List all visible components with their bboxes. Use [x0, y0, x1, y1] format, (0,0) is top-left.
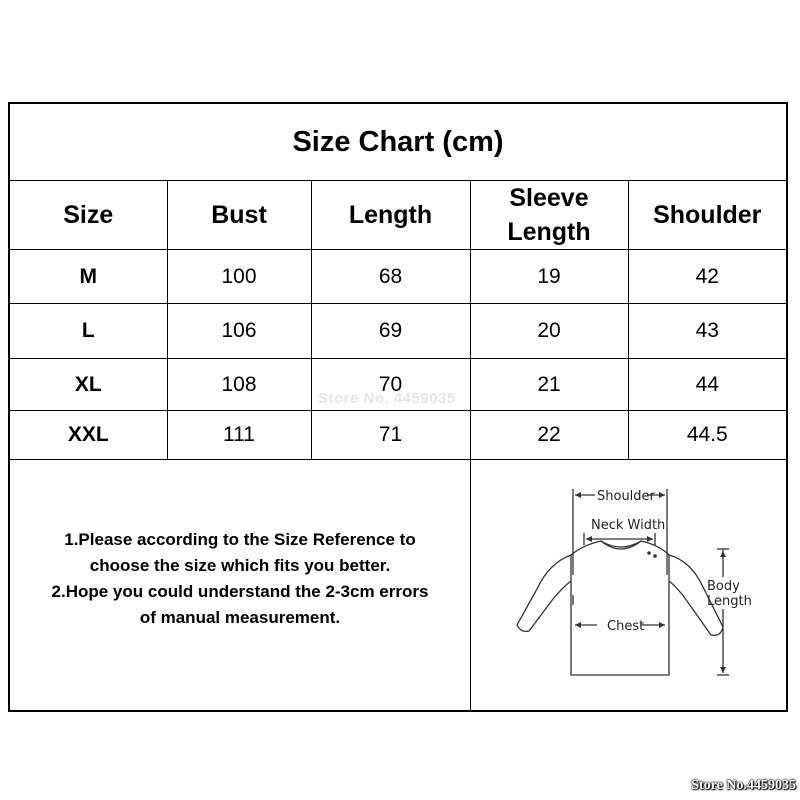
header-length: Length	[311, 181, 470, 250]
length-cell: 71	[311, 411, 470, 460]
size-cell: M	[10, 250, 167, 304]
sweater-neck-outline	[601, 541, 641, 549]
size-chart	[8, 102, 788, 712]
sleeve-length-cell: 19	[470, 250, 628, 304]
note-line-4: of manual measurement.	[139, 607, 341, 627]
note-line-3: 2.Hope you could understand the 2-3cm errors	[51, 581, 429, 601]
bust-cell: 106	[167, 304, 311, 359]
measurement-diagram	[471, 457, 786, 710]
shoulder-cell: 44.5	[628, 411, 786, 460]
store-number-tag: Store No.4459035	[691, 778, 796, 793]
left-sleeve-outline	[517, 555, 571, 631]
header-bust: Bust	[167, 181, 311, 250]
size-cell: XL	[10, 359, 167, 411]
watermark-text: Store No. 4459035	[318, 390, 456, 407]
sleeve-length-cell: 22	[470, 411, 628, 460]
sweater-body-outline	[571, 541, 669, 675]
chart-title: Size Chart (cm)	[10, 104, 786, 181]
bust-cell: 111	[167, 411, 311, 460]
size-cell: L	[10, 304, 167, 359]
header-shoulder: Shoulder	[628, 181, 786, 250]
sweater-diagram-svg	[471, 457, 786, 710]
table-row	[10, 304, 786, 359]
bust-cell: 100	[167, 250, 311, 304]
body-length-label-1: Body	[707, 579, 740, 594]
notes-panel	[10, 457, 471, 710]
header-size: Size	[10, 181, 167, 250]
note-line-2: choose the size which fits you better.	[89, 555, 391, 575]
table-row	[10, 411, 786, 460]
shoulder-cell: 42	[628, 250, 786, 304]
shoulder-label: Shoulder	[597, 489, 655, 504]
header-sleeve-length	[470, 181, 628, 250]
body-length-label-2: Length	[707, 594, 752, 609]
note-line-1: 1.Please according to the Size Reference to	[64, 529, 416, 549]
size-cell: XXL	[10, 411, 167, 460]
length-cell: 70	[311, 359, 470, 411]
sleeve-length-cell: 21	[470, 359, 628, 411]
chest-label: Chest	[607, 619, 645, 634]
table-row	[10, 250, 786, 304]
header-row	[10, 181, 786, 250]
sleeve-length-cell: 20	[470, 304, 628, 359]
neck-width-label: Neck Width	[591, 518, 666, 533]
notes-text	[52, 527, 429, 631]
shoulder-cell: 43	[628, 304, 786, 359]
bust-cell: 108	[167, 359, 311, 411]
length-cell: 69	[311, 304, 470, 359]
shoulder-cell: 44	[628, 359, 786, 411]
header-sleeve-length-text: Sleeve Length	[507, 184, 591, 246]
length-cell: 68	[311, 250, 470, 304]
size-table	[10, 181, 786, 460]
